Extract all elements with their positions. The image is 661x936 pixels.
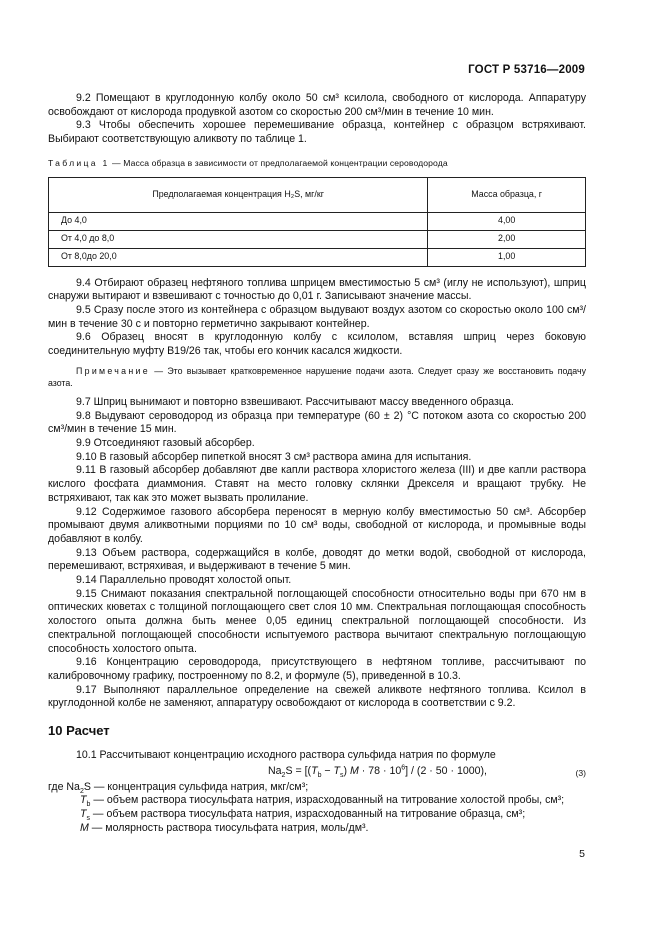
formula-lhs-sub: 2: [281, 771, 286, 779]
table-row: [49, 248, 586, 266]
note: [48, 365, 586, 390]
table-row: [49, 212, 586, 230]
definition-text: — концентрация сульфида натрия, мкг/см³;: [90, 780, 309, 793]
table-cell-range: До 4,0: [49, 212, 428, 230]
definition-lead-sub: 2: [79, 787, 84, 795]
table-caption-text: — Масса образца в зависимости от предполагаемой концентрации сероводорода: [109, 157, 448, 168]
table-header-mass: Масса образца, г: [428, 177, 586, 212]
formula-m: M: [350, 764, 359, 777]
standard-code: ГОСТ Р 53716—2009: [468, 64, 585, 76]
definition-item: [48, 781, 586, 795]
formula-ts-sub: s: [340, 771, 344, 779]
paragraph-9-3: 9.3 Чтобы обеспечить хорошее перемешивание образца, контейнер с образцом встряхивают. Выбирают соответствующую аликвоту по таблице 1.: [48, 119, 586, 146]
paragraph-9-4: 9.4 Отбирают образец нефтяного топлива шприцем вместимостью 5 см³ (иглу не используют), шприц снаружи вытирают и взвешивают с точностью до 0,01 г. Записывают значение массы.: [48, 276, 586, 303]
definition-item: [48, 822, 586, 836]
table-caption: [48, 157, 586, 171]
formula-ts: T: [333, 764, 341, 777]
formula-tb: T: [311, 764, 318, 777]
definition-text: — объем раствора тиосульфата натрия, израсходованный на титрование холостой пробы, см³;: [90, 794, 565, 807]
paragraph-9-9: 9.9 Отсоединяют газовый абсорбер.: [76, 437, 255, 450]
table-cell-range: От 4,0 до 8,0: [49, 230, 428, 248]
formula-end: ] / (2 · 50 · 1000),: [405, 764, 487, 777]
table-row: [49, 230, 586, 248]
formula-lhs: Na: [268, 764, 282, 777]
definition-symbol-sub: b: [86, 801, 91, 809]
paragraph-10-1: 10.1 Рассчитывают концентрацию исходного раствора сульфида натрия по формуле: [76, 748, 496, 761]
paragraph-9-5: 9.5 Сразу после этого из контейнера с образцом выдувают воздух азотом со скоростью около 100 см³/мин в течение 30 с и повторно герметично закрывают контейнер.: [48, 303, 586, 330]
table-cell-mass: 2,00: [428, 230, 586, 248]
paragraph-9-16: 9.16 Концентрацию сероводорода, присутствующего в нефтяном топливе, рассчитывают по калибровочному графику, построенному по 8.2, и формуле (5), приведенной в 10.3.: [48, 656, 586, 682]
paragraph-9-10: 9.10 В газовый абсорбер пипеткой вносят 3 см³ раствора амина для испытания.: [76, 450, 472, 463]
definition-item: [48, 794, 586, 808]
definition-symbol: S: [83, 780, 91, 793]
paragraph-9-8: 9.8 Выдувают сероводород из образца при температуре (60 ± 2) °С потоком азота со скоростью 200 см³/мин в течение 15 мин.: [48, 409, 586, 436]
formula-exp: 6: [401, 763, 406, 771]
formula-tb-sub: b: [317, 771, 322, 779]
definition-text: — молярность раствора тиосульфата натрия, моль/дм³.: [88, 821, 369, 834]
definition-symbol: M: [80, 821, 89, 834]
definition-symbol: T: [80, 794, 87, 807]
definition-item: [48, 808, 586, 822]
paragraph-9-17: 9.17 Выполняют параллельное определение на свежей аликвоте нефтяного топлива. Ксилол в круглодонной колбе не заменяют, аппаратуру освобождают от кислорода в соответствии с 9.2.: [48, 683, 586, 710]
paragraph-9-2: 9.2 Помещают в круглодонную колбу около 50 см³ ксилола, свободного от кислорода. Аппаратуру освобождают от кислорода продувкой азотом со скоростью 200 см³/мин в течение 10 мин.: [48, 92, 586, 118]
paragraph-9-6: 9.6 Образец вносят в круглодонную колбу с ксилолом, вставляя шприц через боковую соединительную муфту В19/26 так, чтобы его кончик касался жидкости.: [48, 331, 586, 358]
paragraph-9-11: 9.11 В газовый абсорбер добавляют две капли раствора хлористого железа (III) и две капли раствора кислого фосфата диаммония. Ставят на место головку склянки Дрекселя и вращают трубку. Не встряхивают, так как это может вызвать пролилание.: [48, 464, 586, 504]
document-body: [48, 92, 586, 835]
formula-minus: −: [321, 764, 334, 777]
paragraph-9-13: 9.13 Объем раствора, содержащийся в колбе, доводят до метки водой, свободной от кислорода, перемешивают, встряхивая, и выдерживают в течение 5 мин.: [48, 546, 586, 573]
formula-mid: ): [343, 764, 351, 777]
definition-symbol-sub: s: [86, 815, 90, 823]
table-header-row: [49, 177, 586, 212]
table-cell-mass: 4,00: [428, 212, 586, 230]
page-number: 5: [579, 848, 585, 860]
note-text: — Это вызывает кратковременное нарушение подачи азота. Следует сразу же восстановить подачу азота.: [48, 365, 586, 389]
paragraph-9-7: 9.7 Шприц вынимают и повторно взвешивают. Рассчитывают массу введенного образца.: [76, 395, 514, 408]
formula-3: [48, 765, 586, 781]
note-label: Примечание: [76, 365, 150, 376]
section-title: 10 Расчет: [48, 723, 110, 739]
definition-text: — объем раствора тиосульфата натрия, израсходованный на титрование образца, см³;: [89, 807, 526, 820]
paragraph-9-14: 9.14 Параллельно проводят холостой опыт.: [76, 574, 292, 587]
definition-symbol: T: [80, 807, 87, 820]
formula-tail: · 78 · 10: [358, 764, 402, 777]
paragraph-9-15: 9.15 Снимают показания спектральной поглощающей способности относительно воды при 670 нм в оптических кюветах с толщиной поглощающего свет слоя 10 мм. Спектральная поглощающая способность холостого опыта должна быть менее 0,05 единиц спектральной поглощающей способности. Из спектральной поглощающей способности испытуемого раствора вычитают спектральную поглощающую способность холостого опыта.: [48, 587, 586, 655]
table-cell-mass: 1,00: [428, 248, 586, 266]
formula-lhs-tail: S = [(: [285, 764, 312, 777]
formula-expression: [268, 765, 487, 779]
definition-lead: где Na: [48, 780, 80, 793]
sample-mass-table: [48, 177, 586, 267]
formula-number: (3): [575, 767, 586, 778]
table-caption-label: Таблица 1: [48, 157, 110, 168]
paragraph-9-12: 9.12 Содержимое газового абсорбера переносят в мерную колбу вместимостью 50 см³. Абсорбер промывают двумя аликвотными порциями по 10 см³ воды, свободной от кислорода, и промывные воды добавляют в колбу.: [48, 505, 586, 545]
table-header-concentration: Предполагаемая концентрация H₂S, мг/кг: [49, 177, 428, 212]
table-cell-range: От 8,0до 20,0: [49, 248, 428, 266]
